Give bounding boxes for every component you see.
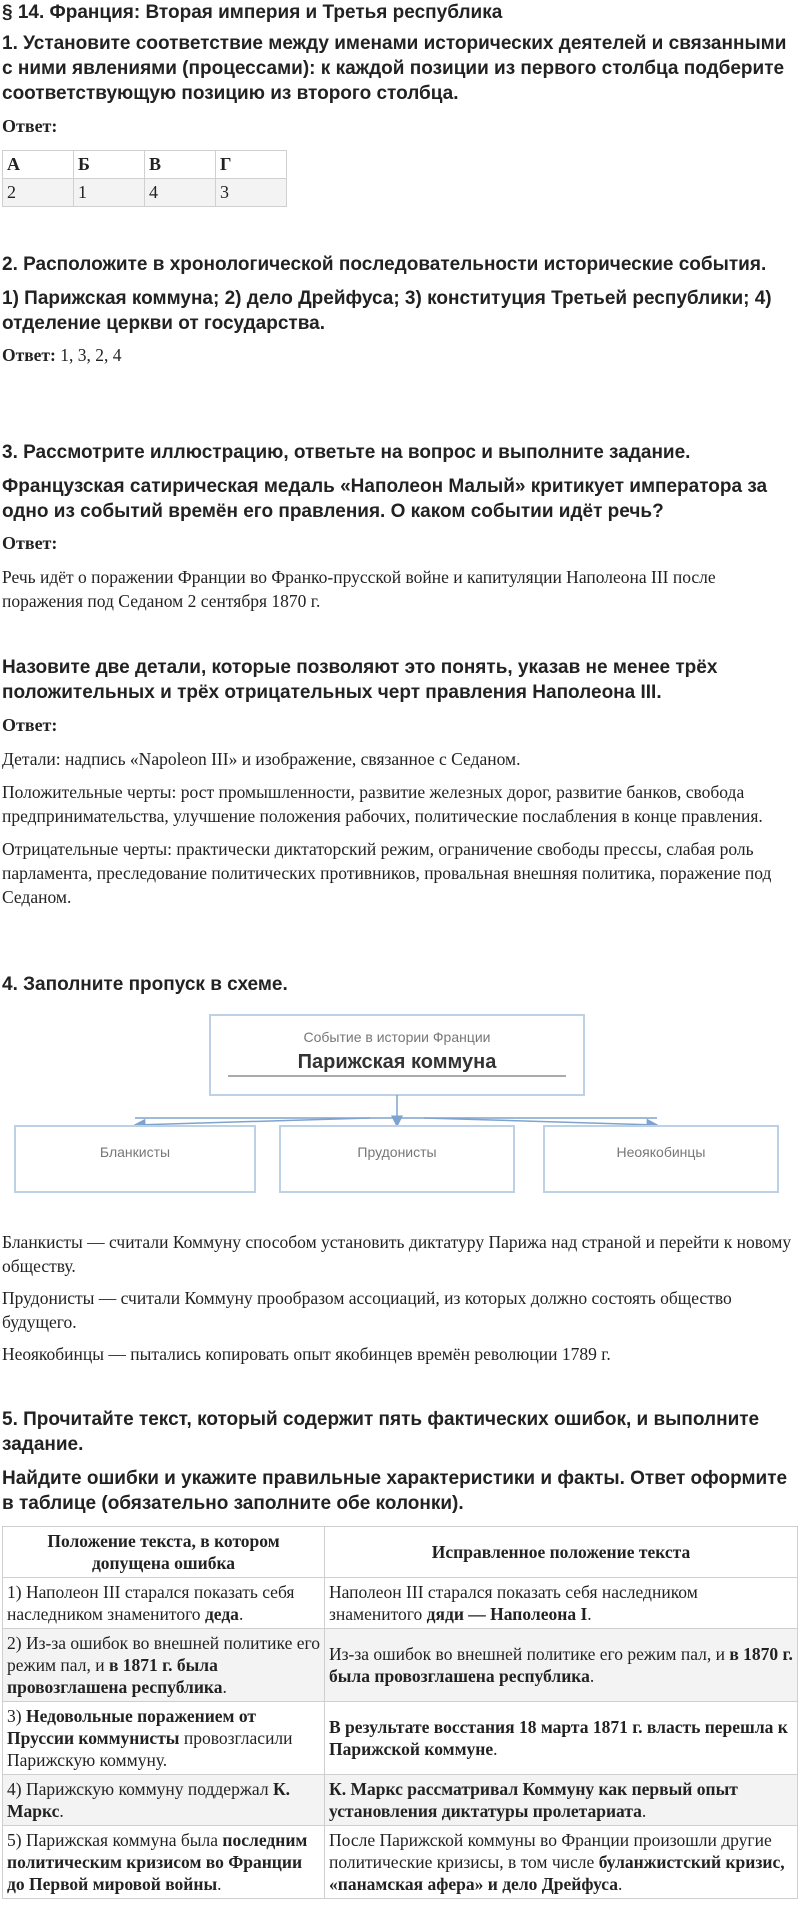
text-run: 4) Парижскую коммуну поддержал: [7, 1779, 273, 1799]
table-cell: 2: [3, 179, 74, 207]
scheme-arrow: [135, 1118, 370, 1125]
text-run: .: [618, 1874, 623, 1894]
question-2-answer: [2, 343, 798, 367]
text-run: 5) Парижская коммуна была: [7, 1830, 223, 1850]
question-5-text: 5. Прочитайте текст, который содержит пять фактических ошибок, и выполните задание.: [2, 1409, 760, 1455]
answer-label: Ответ:: [2, 533, 58, 553]
answer-label: Ответ:: [2, 116, 58, 136]
scheme-diagram: [0, 1010, 800, 1210]
positive-traits-text: Положительные черты: рост промышленности, развитие железных дорог, развитие банков, свобода предпринимательства, улучшение положения рабочих, политические послабления в конце правления.: [2, 782, 763, 826]
question-3-task-text: Назовите две детали, которые позволяют это понять, указав не менее трёх положительных и трёх отрицательных черт правления Наполеона III.: [2, 657, 718, 703]
table-header-cell: А: [3, 151, 74, 179]
table-row: [3, 1578, 798, 1629]
question-4-answer: [2, 1230, 798, 1366]
error-cell: [3, 1702, 325, 1775]
correction-cell: [325, 1775, 798, 1826]
table-header-cell: Положение текста, в котором допущена ошибка: [3, 1527, 325, 1578]
question-2: [2, 252, 798, 367]
table-row: [3, 1775, 798, 1826]
question-3-text: 3. Рассмотрите иллюстрацию, ответьте на вопрос и выполните задание.: [2, 442, 691, 463]
text-run: К. Маркс: [7, 1779, 291, 1821]
question-3-question: Французская сатирическая медаль «Наполеон Малый» критикует императора за одно из событий времён его правления. О каком событии идёт речь?: [2, 476, 768, 522]
correction-cell: [325, 1578, 798, 1629]
error-cell: [3, 1775, 325, 1826]
answer-value: 1, 3, 2, 4: [60, 345, 122, 365]
text-run: Наполеон III старался показать себя наследником знаменитого: [329, 1582, 698, 1624]
text-run: .: [587, 1604, 592, 1624]
question-5-task: Найдите ошибки и укажите правильные характеристики и факты. Ответ оформите в таблице (обязательно заполните обе колонки).: [2, 1468, 788, 1514]
table-cell: 1: [74, 179, 145, 207]
text-run: 3): [7, 1706, 26, 1726]
text-run: 2) Из-за ошибок во внешней политике его режим пал, и: [7, 1633, 320, 1675]
scheme-child-label: Прудонисты: [357, 1144, 437, 1160]
table-header-cell: Б: [74, 151, 145, 179]
text-run: в 1871 г. была провозглашена республика: [7, 1655, 223, 1697]
error-cell: [3, 1826, 325, 1899]
text-run: Из-за ошибок во внешней политике его режим пал, и: [329, 1644, 730, 1664]
text-run: последним политическим кризисом во Франции до Первой мировой войны: [7, 1830, 308, 1894]
correction-cell: [325, 1702, 798, 1775]
text-run: .: [217, 1874, 222, 1894]
text-run: в 1870 г. была провозглашена республика: [329, 1644, 793, 1686]
question-1: [2, 31, 798, 207]
question-2-events: 1) Парижская коммуна; 2) дело Дрейфуса; 3) конституция Третьей республики; 4) отделение церкви от государства.: [2, 288, 772, 334]
text-run: Недовольные поражением от Пруссии коммунисты: [7, 1706, 256, 1748]
negative-traits-text: Отрицательные черты: практически диктаторский режим, ограничение свободы прессы, слабая роль парламента, преследование политических противников, провальная внешняя политика, поражение под Седаном.: [2, 839, 772, 907]
question-3-answer: Речь идёт о поражении Франции во Франко-прусской войне и капитуляции Наполеона III после поражения под Седаном 2 сентября 1870 г.: [2, 567, 716, 611]
text-run: К. Маркс рассматривал Коммуну как первый опыт установления диктатуры пролетариата: [329, 1779, 738, 1821]
table-row: [3, 1826, 798, 1899]
text-run: деда: [204, 1604, 239, 1624]
error-cell: [3, 1629, 325, 1702]
answer-table: [2, 150, 287, 207]
blanquists-text: Бланкисты — считали Коммуну способом установить диктатуру Парижа над страной и перейти к новому обществу.: [2, 1232, 792, 1276]
table-header-cell: Г: [216, 151, 287, 179]
neojacobins-text: Неоякобинцы — пытались копировать опыт якобинцев времён революции 1789 г.: [2, 1344, 611, 1364]
details-text: Детали: надпись «Napoleon III» и изображение, связанное с Седаном.: [2, 749, 521, 769]
page-title: § 14. Франция: Вторая империя и Третья республика: [2, 2, 503, 23]
question-1-text: 1. Установите соответствие между именами исторических деятелей и связанными с ними явлениями (процессами): к каждой позиции из первого столбца подберите соответствующую позицию из второго столбца.: [2, 33, 787, 104]
text-run: .: [238, 1604, 244, 1624]
question-3: [2, 440, 798, 613]
table-header-cell: Исправленное положение текста: [325, 1527, 798, 1578]
question-4: [2, 972, 798, 997]
errors-table: [2, 1526, 798, 1899]
text-run: .: [222, 1677, 227, 1697]
question-3-task: [2, 655, 798, 909]
proudhonists-text: Прудонисты — считали Коммуну прообразом ассоциаций, из которых должно состоять общество будущего.: [2, 1288, 732, 1332]
correction-cell: [325, 1826, 798, 1899]
text-run: .: [493, 1739, 498, 1759]
errors-table-wrap: [2, 1526, 798, 1899]
text-run: После Парижской коммуны во Франции произошли другие политические кризисы, в том числе: [329, 1830, 772, 1872]
answer-label: Ответ:: [2, 715, 58, 735]
error-cell: [3, 1578, 325, 1629]
text-run: 1) Наполеон III старался показать себя наследником знаменитого: [7, 1582, 295, 1624]
text-run: провозгласили Парижскую коммуну.: [7, 1728, 293, 1770]
table-cell: 4: [145, 179, 216, 207]
text-run: .: [641, 1801, 647, 1821]
table-header-cell: В: [145, 151, 216, 179]
question-2-text: 2. Расположите в хронологической последовательности исторические события.: [2, 254, 767, 275]
correction-cell: [325, 1629, 798, 1702]
table-row: [3, 1702, 798, 1775]
text-run: дяди — Наполеона I: [426, 1604, 588, 1624]
table-row: [3, 1629, 798, 1702]
scheme-child-label: Бланкисты: [99, 1144, 171, 1160]
question-5: [2, 1407, 798, 1516]
question-4-text: 4. Заполните пропуск в схеме.: [2, 974, 288, 995]
text-run: .: [59, 1801, 64, 1821]
answer-label: Ответ:: [2, 345, 56, 365]
scheme-caption: Событие в истории Франции: [303, 1029, 491, 1045]
text-run: буланжистский кризис, «панамская афера» и дело Дрейфуса: [329, 1852, 785, 1894]
text-run: .: [589, 1666, 595, 1686]
scheme-arrow: [424, 1118, 657, 1125]
scheme-child-label: Неоякобинцы: [616, 1144, 706, 1160]
table-cell: 3: [216, 179, 287, 207]
scheme-main-label: Парижская коммуна: [297, 1051, 497, 1073]
text-run: В результате восстания 18 марта 1871 г. власть перешла к Парижской коммуне: [329, 1717, 788, 1759]
